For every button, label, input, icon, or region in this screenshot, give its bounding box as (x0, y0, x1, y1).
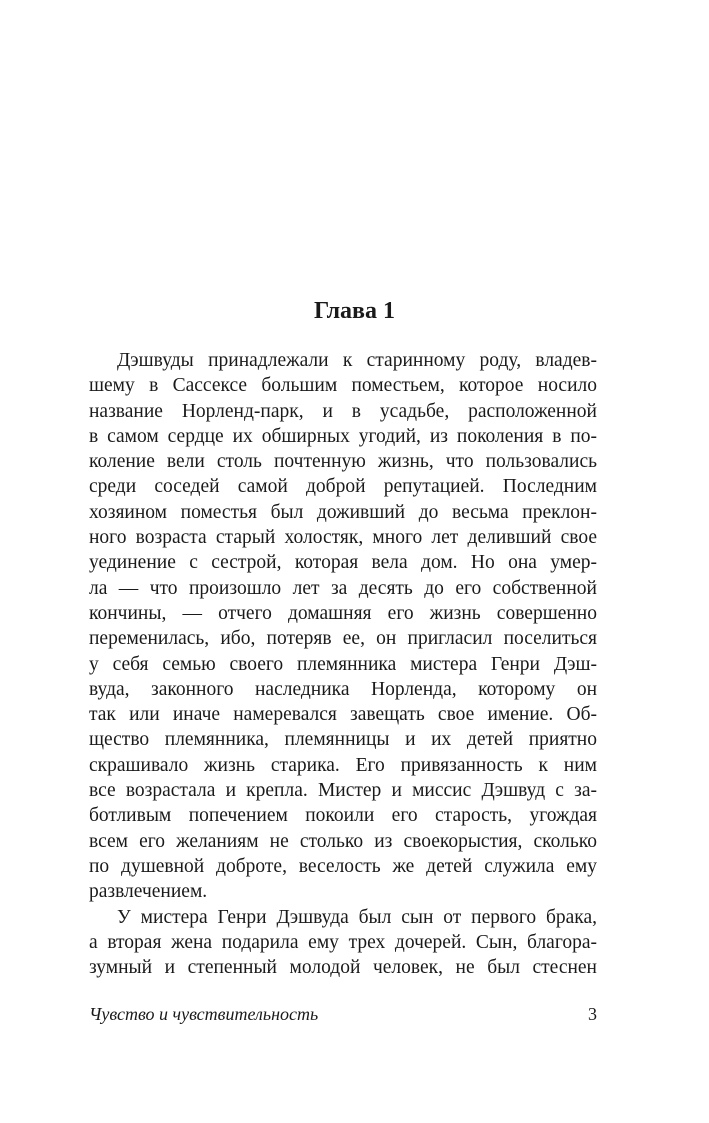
text-line: ботливым попечением покоили его старость, угождая (89, 805, 597, 827)
text-line: зумный и степенный молодой человек, не был стеснен (89, 957, 597, 979)
text-line: у себя семью своего племянника мистера Генри Дэш- (89, 653, 597, 675)
text-line: по душевной доброте, веселость же детей служила ему (89, 855, 597, 877)
text-line: ного возраста старый холостяк, много лет деливший свое (89, 527, 597, 549)
text-line: хозяином поместья был доживший до весьма преклон- (89, 501, 597, 523)
text-line: коление вели столь почтенную жизнь, что пользовались (89, 451, 597, 473)
text-line: уединение с сестрой, которая вела дом. Но она умер- (89, 552, 597, 574)
text-line: переменилась, ибо, потеряв ее, он пригласил поселиться (89, 628, 597, 650)
text-line: У мистера Генри Дэшвуда был сын от первого брака, (117, 906, 597, 928)
text-line: шему в Сассексе большим поместьем, которое носило (89, 375, 597, 397)
text-line: всем его желаниям не столько из своекорыстия, сколько (89, 830, 597, 852)
paragraph (89, 905, 597, 981)
text-line: все возрастала и крепла. Мистер и миссис Дэшвуд с за- (89, 780, 597, 802)
running-footer-title: Чувство и чувствительность (89, 1004, 319, 1024)
text-line: ла — что произошло лет за десять до его собственной (89, 577, 597, 599)
text-line: щество племянника, племянницы и их детей приятно (89, 729, 597, 751)
text-line: так или иначе намеревался завещать свое имение. Об- (89, 704, 597, 726)
text-line: скрашивало жизнь старика. Его привязанность к ним (89, 754, 597, 776)
text-line: развлечением. (89, 881, 208, 903)
text-line: Дэшвуды принадлежали к старинному роду, владев- (117, 350, 597, 371)
text-line: в самом сердце их обширных угодий, из поколения в по- (89, 425, 597, 447)
text-line: среди соседей самой доброй репутацией. Последним (89, 476, 597, 498)
paragraph (89, 348, 597, 905)
text-line: а вторая жена подарила ему трех дочерей. Сын, благора- (89, 931, 597, 953)
text-line: название Норленд-парк, и в усадьбе, расположенной (89, 400, 597, 422)
page-number: 3 (588, 1004, 597, 1024)
body-text (89, 348, 597, 980)
text-line: вуда, законного наследника Норленда, которому он (89, 678, 597, 700)
chapter-title: Глава 1 (314, 298, 395, 324)
text-line: кончины, — отчего домашняя его жизнь совершенно (89, 602, 597, 624)
